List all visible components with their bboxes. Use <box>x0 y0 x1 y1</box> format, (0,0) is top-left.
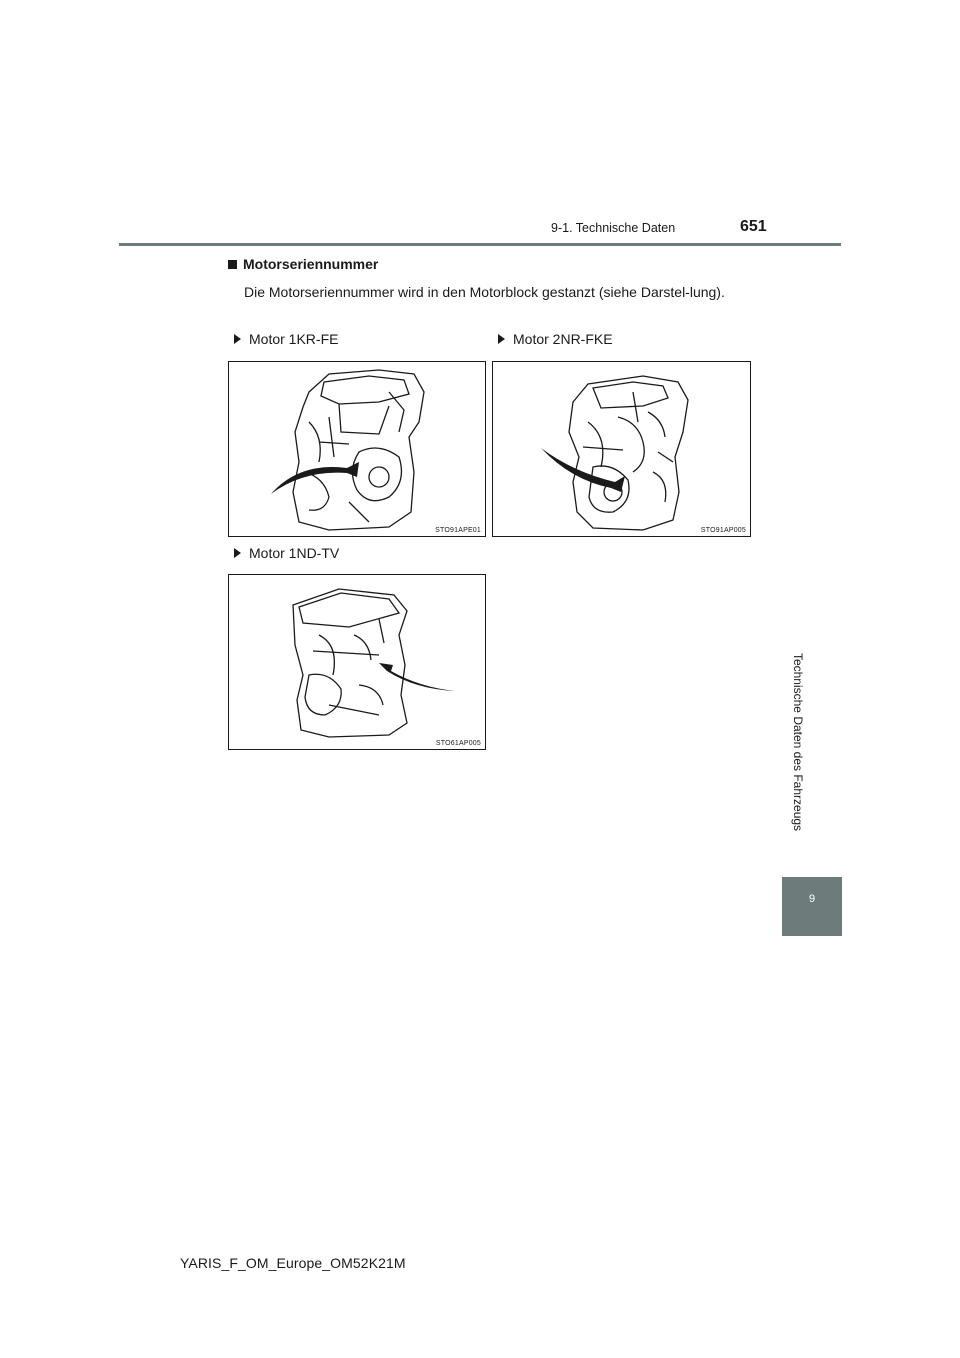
figure-label-text: Motor 1ND-TV <box>249 545 340 561</box>
square-bullet-icon <box>228 260 237 269</box>
side-tab-title <box>788 632 808 852</box>
triangle-bullet-icon <box>234 334 241 344</box>
side-tab-title-text: Technische Daten des Fahrzeugs <box>791 652 805 832</box>
engine-illustration <box>229 575 485 749</box>
header-section-title: 9-1. Technische Daten <box>551 221 676 235</box>
section-heading <box>228 256 378 272</box>
engine-figure-1kr-fe <box>228 361 486 537</box>
figure-label-1nd-tv <box>234 545 339 561</box>
figure-code: STO61AP005 <box>435 740 481 747</box>
engine-figure-2nr-fke <box>492 361 751 537</box>
engine-illustration <box>493 362 750 536</box>
figure-label-text: Motor 2NR-FKE <box>513 331 613 347</box>
figure-code: STO91AP005 <box>700 527 746 534</box>
engine-figure-1nd-tv <box>228 574 486 750</box>
figure-code: STO91APE01 <box>435 527 481 534</box>
body-paragraph: Die Motorseriennummer wird in den Motorblock gestanzt (siehe Darstel-lung). <box>244 284 725 300</box>
section-heading-text: Motorseriennummer <box>243 256 379 272</box>
chapter-number: 9 <box>808 893 816 905</box>
triangle-bullet-icon <box>234 548 241 558</box>
figure-label-1kr-fe <box>234 331 338 347</box>
header-rule <box>119 243 841 246</box>
triangle-bullet-icon <box>498 334 505 344</box>
footer-document-id: YARIS_F_OM_Europe_OM52K21M <box>180 1255 406 1271</box>
figure-label-2nr-fke <box>498 331 613 347</box>
page-number: 651 <box>740 218 767 235</box>
chapter-tab <box>782 877 842 936</box>
figure-label-text: Motor 1KR-FE <box>249 331 339 347</box>
engine-illustration <box>229 362 485 536</box>
